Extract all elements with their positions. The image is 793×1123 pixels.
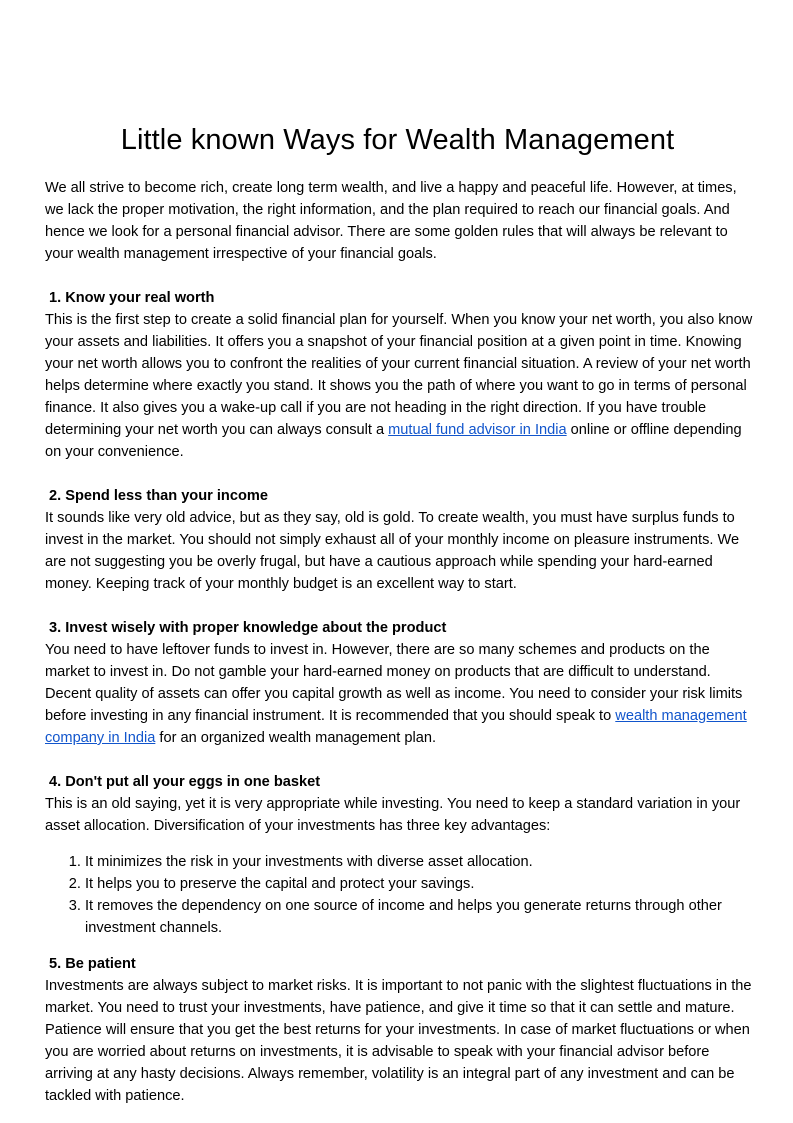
mutual-fund-advisor-link[interactable]: mutual fund advisor in India bbox=[388, 422, 567, 438]
list-item: 1. It minimizes the risk in your investments with diverse asset allocation. bbox=[85, 851, 755, 873]
section-body-1-text-after: online or offline depending on your convenience. bbox=[45, 422, 742, 460]
intro-paragraph: We all strive to become rich, create long term wealth, and live a happy and peaceful life. However, at times, we lack the proper motivation, the right information, and the plan required to reach our financial goals. And hence we look for a personal financial advisor. There are some golden rules that will always be relevant to your wealth management irrespective of your financial goals. bbox=[45, 180, 737, 262]
section-body-5: Investments are always subject to market risks. It is important to not panic with the slightest fluctuations in the market. You need to trust your investments, have patience, and give it time so that it can settle and mature. Patience will ensure that you get the best returns for your investments. In case of market fluctuations or when you are worried about returns on investments, it is advisable to speak with your financial advisor before arriving at any hasty decisions. Always remember, volatility is an integral part of any investment and can be tackled with patience. bbox=[45, 978, 752, 1104]
advantages-list bbox=[45, 851, 755, 939]
section-heading-2: 2. Spend less than your income bbox=[49, 488, 268, 504]
spacer bbox=[45, 595, 755, 617]
section-body-2: It sounds like very old advice, but as they say, old is gold. To create wealth, you must have surplus funds to invest in the market. You should not simply exhaust all of your monthly income on pleasure instruments. We are not suggesting you be overly frugal, but have a cautious approach while spending your hard-earned money. Keeping track of your monthly budget is an excellent way to start. bbox=[45, 510, 740, 592]
list-item: 2. It helps you to preserve the capital and protect your savings. bbox=[85, 873, 755, 895]
wealth-management-company-link[interactable]: wealth management company in India bbox=[45, 708, 747, 746]
section-body-4: This is an old saying, yet it is very appropriate while investing. You need to keep a standard variation in your asset allocation. Diversification of your investments has three key advantages: bbox=[45, 796, 741, 834]
section-heading-4: 4. Don't put all your eggs in one basket bbox=[49, 774, 321, 790]
list-item: 3. It removes the dependency on one source of income and helps you generate returns through other investment channels. bbox=[85, 895, 755, 939]
section-body-3-text-after: for an organized wealth management plan. bbox=[155, 730, 437, 746]
spacer bbox=[45, 463, 755, 485]
spacer bbox=[45, 939, 755, 953]
section-body-1-text: This is the first step to create a solid financial plan for yourself. When you know your net worth, you also know your assets and liabilities. It offers you a snapshot of your financial position at a given point in time. Knowing your net worth allows you to confront the realities of your current financial situation. A review of your net worth helps determine where exactly you stand. It shows you the path of where you want to go in terms of personal finance. It also gives you a wake-up call if you are not heading in the right direction. If you have trouble determining your net worth you can always consult a bbox=[45, 312, 753, 438]
document-body bbox=[45, 177, 755, 1107]
spacer bbox=[45, 265, 755, 287]
spacer bbox=[45, 749, 755, 771]
section-heading-1: 1. Know your real worth bbox=[49, 290, 215, 306]
spacer bbox=[45, 837, 755, 851]
section-heading-3: 3. Invest wisely with proper knowledge about the product bbox=[49, 620, 447, 636]
section-heading-5: 5. Be patient bbox=[49, 956, 136, 972]
section-body-3 bbox=[45, 639, 755, 749]
section-body-3-text: You need to have leftover funds to invest in. However, there are so many schemes and products on the market to invest in. Do not gamble your hard-earned money on products that are difficult to understand. Decent quality of assets can offer you capital growth as well as income. You need to consider your risk limits before investing in any financial instrument. It is recommended that you should speak to bbox=[45, 642, 743, 724]
page-title: Little known Ways for Wealth Management bbox=[120, 124, 675, 156]
section-body-1 bbox=[45, 309, 755, 463]
